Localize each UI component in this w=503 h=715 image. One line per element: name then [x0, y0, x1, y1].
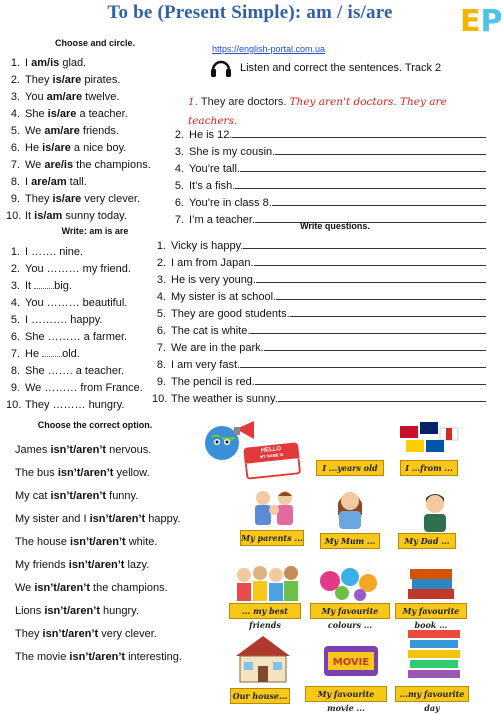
answer-line[interactable]	[264, 341, 486, 351]
sentence-end: white.	[125, 536, 158, 548]
listen-instruction: Listen and correct the sentences. Track 2	[240, 62, 442, 74]
sentence-end: nervous.	[106, 444, 152, 456]
item-number: 10.	[152, 393, 168, 405]
list-item	[15, 554, 182, 577]
sentence-start: My friends	[15, 559, 69, 571]
sentence-end: twelve.	[82, 91, 120, 103]
item-number: 6.	[174, 197, 184, 209]
sentence-end: friends.	[79, 125, 119, 137]
card-favourite-movie: My favourite movie ...	[305, 686, 387, 702]
item-number: 8.	[10, 365, 20, 377]
choice-options[interactable]: are/is	[44, 159, 74, 171]
item-number: 7.	[156, 342, 166, 354]
list-item	[6, 312, 143, 329]
list-item	[6, 397, 143, 414]
sentence-end: old.	[62, 348, 80, 360]
answer-line[interactable]	[255, 375, 486, 385]
card-favourite-day: ...my favourite day	[395, 686, 469, 702]
sentence-end: yellow.	[113, 467, 150, 479]
list-item	[6, 191, 151, 208]
sentence-start: We	[25, 159, 45, 171]
sentence-text: The pencil is red.	[171, 376, 255, 388]
item-number: 6.	[10, 331, 20, 343]
list-item	[15, 600, 182, 623]
list-item	[6, 380, 143, 397]
item-number: 5.	[10, 314, 20, 326]
item-number: 4.	[174, 163, 184, 175]
list-item	[152, 238, 486, 255]
item-number: 9.	[10, 382, 20, 394]
choose-option-list	[15, 439, 182, 669]
sentence-start: The house	[15, 536, 71, 548]
item-number: 5.	[174, 180, 184, 192]
answer-line[interactable]	[254, 256, 486, 266]
sentence-text: She is my cousin.	[189, 146, 276, 158]
headphones-icon	[210, 58, 232, 78]
sentence-text: I’m a teacher.	[189, 214, 256, 226]
sentence-start: My cat	[15, 490, 51, 502]
list-item	[6, 295, 143, 312]
answer-line[interactable]	[278, 392, 486, 402]
choice-options[interactable]: isn’t/aren’t	[50, 444, 107, 456]
list-item	[6, 89, 151, 106]
card-best-friends: ... my best friends	[229, 603, 301, 619]
list-item	[170, 178, 486, 195]
card-my-dad: My Dad ...	[398, 533, 456, 549]
sentence-text: You’re tall.	[189, 163, 240, 175]
answer-line[interactable]	[235, 179, 486, 189]
list-item	[152, 255, 486, 272]
card-our-house: Our house...	[230, 688, 290, 704]
list-item	[170, 161, 486, 178]
sentence-start: He	[25, 142, 43, 154]
card-my-mum: My Mum ...	[320, 533, 380, 549]
sentence-text: You ……… beautiful.	[25, 297, 128, 309]
sentence-start: You	[25, 91, 47, 103]
choice-options[interactable]: is/am	[34, 210, 63, 222]
list-item	[170, 127, 486, 144]
list-item	[6, 157, 151, 174]
item-number: 5.	[10, 125, 20, 137]
list-item	[15, 531, 182, 554]
choice-options[interactable]: isn’t/aren’t	[44, 605, 100, 617]
item-number: 1.	[10, 57, 20, 69]
sentence-start: The movie	[15, 651, 70, 663]
item-number: 9.	[10, 193, 20, 205]
sentence-text: The cat is white.	[171, 325, 251, 337]
list-item	[15, 439, 182, 462]
list-item	[152, 289, 486, 306]
sentence-end: sunny today.	[62, 210, 127, 222]
item-number: 3.	[156, 274, 166, 286]
answer-line[interactable]	[232, 128, 486, 138]
choice-options[interactable]: is/are	[42, 142, 71, 154]
sentence-end: big.	[54, 280, 72, 292]
sentence-end: glad.	[59, 57, 87, 69]
sentence-end: pirates.	[81, 74, 121, 86]
item-number: 8.	[10, 176, 20, 188]
sentence-start: Lions	[15, 605, 45, 617]
blank-space[interactable]	[42, 348, 62, 357]
answer-line[interactable]	[243, 239, 486, 249]
sentence-end: lazy.	[124, 559, 150, 571]
list-item	[152, 306, 486, 323]
choice-options[interactable]: am/are	[46, 91, 83, 103]
sentence-end: interesting.	[125, 651, 182, 663]
choice-options[interactable]: isn’t/aren’t	[70, 536, 126, 548]
card-my-parents: My parents ...	[240, 530, 304, 546]
source-link[interactable]: https://english-portal.com.ua	[212, 44, 326, 54]
item-number: 7.	[10, 159, 20, 171]
sentence-text: The weather is sunny.	[171, 393, 278, 405]
list-item	[6, 140, 151, 157]
answer-line[interactable]	[250, 324, 486, 334]
list-item	[6, 55, 151, 72]
sentence-start: James	[15, 444, 51, 456]
answer-line[interactable]	[256, 273, 486, 283]
choice-options[interactable]: is/are	[52, 74, 82, 86]
sentence-start: I	[25, 57, 32, 69]
sentence-start: We	[15, 582, 35, 594]
sentence-end: the champions.	[73, 159, 151, 171]
list-item	[170, 144, 486, 161]
correct-sentences-list	[170, 127, 486, 229]
movie-illustration	[318, 636, 384, 684]
sentence-end: a teacher.	[76, 108, 128, 120]
sentence-start: We	[25, 125, 45, 137]
list-item	[6, 278, 143, 295]
choice-options[interactable]: is/are	[52, 193, 82, 205]
item-number: 6.	[156, 325, 166, 337]
section-heading-write-am-is-are: Write: am is are	[61, 226, 129, 236]
choose-circle-list	[6, 55, 151, 225]
choice-options[interactable]: isn’t/aren’t	[50, 490, 107, 502]
item-number: 2.	[10, 263, 20, 275]
item-number: 2.	[174, 129, 184, 141]
item-number: 3.	[10, 91, 20, 103]
list-item	[6, 123, 151, 140]
answer-line[interactable]	[272, 196, 486, 206]
sentence-text: You’re in class 8.	[189, 197, 272, 209]
page-title: To be (Present Simple): am / is/are	[107, 2, 393, 23]
list-item	[6, 363, 143, 380]
item-number: 4.	[156, 291, 166, 303]
list-item	[152, 374, 486, 391]
section-heading-choose-circle: Choose and circle.	[54, 38, 136, 48]
list-item	[6, 329, 143, 346]
sentence-end: happy.	[145, 513, 181, 525]
sentence-end: tall.	[66, 176, 87, 188]
card-favourite-book: My favourite book ...	[395, 603, 467, 619]
sentence-start: I	[25, 176, 32, 188]
flags-illustration	[398, 420, 460, 458]
mum-illustration	[330, 485, 370, 530]
sentence-start: She	[25, 108, 48, 120]
item-number: 1.	[156, 240, 166, 252]
item-number: 4.	[10, 108, 20, 120]
sentence-text: He is very young.	[171, 274, 256, 286]
item-number: 10.	[6, 399, 22, 411]
sentence-text: I ……. nine.	[25, 246, 84, 258]
dad-illustration	[415, 488, 455, 533]
sentence-text: I am from Japan.	[171, 257, 254, 269]
card-from: I ...from ...	[400, 460, 458, 476]
sentence-end: the champions.	[89, 582, 168, 594]
choice-options[interactable]: am/are	[44, 125, 80, 137]
sentence-start: They	[15, 628, 43, 640]
list-item	[152, 340, 486, 357]
sentence-text: You ……… my friend.	[25, 263, 131, 275]
list-item	[15, 508, 182, 531]
sentence-text: They ……… hungry.	[25, 399, 125, 411]
answer-line[interactable]	[276, 290, 486, 300]
list-item	[6, 106, 151, 123]
list-item	[15, 646, 182, 669]
section-heading-choose-option: Choose the correct option.	[37, 420, 153, 430]
answer-line[interactable]	[290, 307, 486, 317]
sentence-text: She ……… a farmer.	[25, 331, 128, 343]
choice-options[interactable]: isn’t/aren’t	[69, 651, 126, 663]
choice-options[interactable]: is/are	[47, 108, 77, 120]
choice-options[interactable]: isn’t/aren’t	[89, 513, 146, 525]
sentence-start: They	[25, 74, 53, 86]
sentence-start: The bus	[15, 467, 58, 479]
item-number: 1.	[10, 246, 20, 258]
card-favourite-colours: My favourite colours ...	[310, 603, 390, 619]
list-item	[6, 208, 151, 225]
item-number: 2.	[156, 257, 166, 269]
sentence-end: a nice boy.	[70, 142, 127, 154]
list-item	[15, 485, 182, 508]
list-item	[6, 244, 143, 261]
logo: EP	[460, 4, 503, 39]
item-number: 2.	[10, 74, 20, 86]
item-number: 10.	[6, 210, 22, 222]
sentence-text: He	[25, 348, 43, 360]
calendar-letters-illustration	[406, 628, 462, 682]
card-years-old: I ...years old	[316, 460, 384, 476]
sentence-end: very clever.	[98, 628, 157, 640]
sentence-text: They are good students.	[171, 308, 290, 320]
blank-space[interactable]	[34, 280, 54, 289]
house-illustration	[232, 634, 294, 684]
list-item	[6, 346, 143, 363]
sentence-text: We ……… from France.	[25, 382, 143, 394]
item-number: 7.	[10, 348, 20, 360]
answer-line[interactable]	[240, 162, 486, 172]
list-item	[152, 272, 486, 289]
sentence-end: very clever.	[81, 193, 140, 205]
sentence-text: Vicky is happy.	[171, 240, 244, 252]
sentence-start: My sister and I	[15, 513, 90, 525]
list-item	[6, 261, 143, 278]
choice-options[interactable]: isn’t/aren’t	[57, 467, 114, 479]
choice-options[interactable]: isn’t/aren’t	[34, 582, 90, 594]
choice-options[interactable]: isn’t/aren’t	[42, 628, 99, 640]
name-tag-sticker: HELLO MY NAME IS	[243, 442, 302, 486]
friends-illustration	[234, 563, 300, 603]
item-number: 3.	[10, 280, 20, 292]
parents-illustration	[245, 488, 305, 528]
sentence-start: It	[25, 210, 35, 222]
list-item	[15, 462, 182, 485]
write-am-is-are-list	[6, 244, 143, 414]
sentence-text: It	[25, 280, 35, 292]
write-questions-list	[152, 238, 486, 408]
item-number: 5.	[156, 308, 166, 320]
item-number: 7.	[174, 214, 184, 226]
sentence-text: My sister is at school.	[171, 291, 277, 303]
list-item	[152, 357, 486, 374]
books-illustration	[404, 563, 458, 603]
answer-line[interactable]	[240, 358, 486, 368]
list-item	[15, 577, 182, 600]
sentence-end: funny.	[106, 490, 139, 502]
sentence-text: I am very fast.	[171, 359, 241, 371]
answer-line[interactable]	[275, 145, 486, 155]
sentence-text: We are in the park.	[171, 342, 264, 354]
item-number: 4.	[10, 297, 20, 309]
list-item	[152, 391, 486, 408]
list-item	[6, 174, 151, 191]
sentence-text: I ………. happy.	[25, 314, 103, 326]
sentence-end: hungry.	[99, 605, 139, 617]
choice-options[interactable]: are/am	[31, 176, 67, 188]
colour-splash-illustration	[316, 563, 382, 603]
sentence-text: It’s a fish.	[189, 180, 236, 192]
choice-options[interactable]: isn’t/aren’t	[68, 559, 125, 571]
list-item	[6, 72, 151, 89]
sentence-start: They	[25, 193, 53, 205]
list-item	[152, 323, 486, 340]
list-item	[15, 623, 182, 646]
item-number: 6.	[10, 142, 20, 154]
sentence-text: He is 12.	[189, 129, 233, 141]
choice-options[interactable]: am/is	[31, 57, 60, 69]
sentence-text: She ……. a teacher.	[25, 365, 125, 377]
movie-sign-text: MOVIE	[332, 657, 370, 668]
item-number: 9.	[156, 376, 166, 388]
item-number: 8.	[156, 359, 166, 371]
section-heading-write-questions: Write questions.	[300, 221, 370, 231]
item-number: 3.	[174, 146, 184, 158]
correct-example: 1. They are doctors. They aren't doctors. They are teachers.	[188, 96, 447, 127]
list-item	[170, 195, 486, 212]
